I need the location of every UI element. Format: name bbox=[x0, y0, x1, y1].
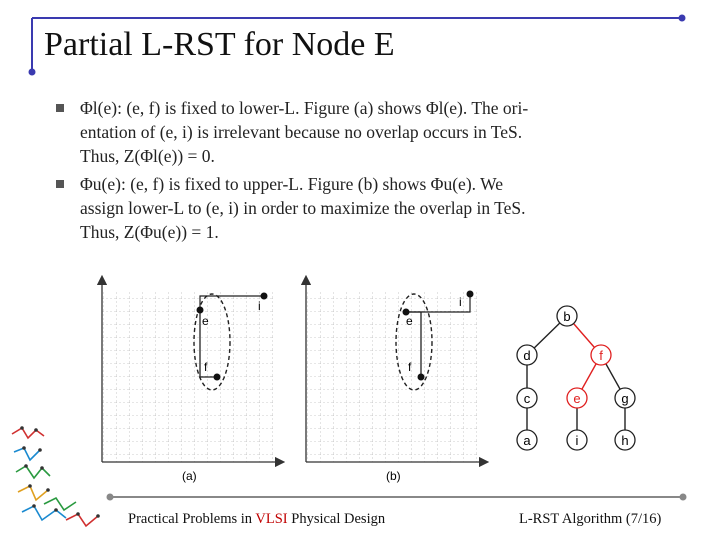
tree-node-g: g bbox=[621, 391, 629, 406]
bullet-1-line-1: Φl(e): (e, f) is fixed to lower-L. Figure (a) shows Φl(e). The ori- bbox=[80, 98, 529, 118]
bullet-2-line-3: Thus, Z(Φu(e)) = 1. bbox=[80, 222, 219, 242]
label-f: f bbox=[204, 360, 208, 374]
tree-node-b: b bbox=[563, 309, 571, 324]
label-e: e bbox=[406, 314, 413, 328]
caption-b: (b) bbox=[386, 469, 401, 483]
label-f: f bbox=[408, 360, 412, 374]
tree-node-e: e bbox=[573, 391, 581, 406]
tree-node-h: h bbox=[621, 433, 629, 448]
corner-logo-icon bbox=[4, 420, 104, 535]
bullet-icon bbox=[56, 104, 64, 112]
tree-figure bbox=[505, 300, 655, 455]
footer-page-number: L-RST Algorithm (7/16) bbox=[519, 511, 662, 527]
label-i: i bbox=[258, 299, 261, 313]
bullet-2-line-2: assign lower-L to (e, i) in order to maximize the overlap in TeS. bbox=[80, 198, 526, 218]
footer-left-suffix: Physical Design bbox=[287, 511, 386, 527]
slide-title: Partial L-RST for Node E bbox=[44, 26, 395, 63]
tree-node-c: c bbox=[523, 391, 531, 406]
footer-course-title bbox=[128, 511, 385, 528]
label-i: i bbox=[459, 295, 462, 309]
bullet-text-2 bbox=[80, 172, 640, 244]
bullet-1-line-3: Thus, Z(Φl(e)) = 0. bbox=[80, 146, 215, 166]
bullet-icon bbox=[56, 180, 64, 188]
label-e: e bbox=[202, 314, 209, 328]
bullet-text-1 bbox=[80, 96, 640, 168]
bullet-1-line-2: entation of (e, i) is irrelevant because no overlap occurs in TeS. bbox=[80, 122, 523, 142]
figure-b bbox=[294, 272, 494, 487]
footer-left-prefix: Practical Problems in bbox=[128, 511, 256, 527]
caption-a: (a) bbox=[182, 469, 197, 483]
tree-node-d: d bbox=[523, 348, 531, 363]
tree-node-a: a bbox=[523, 433, 531, 448]
tree-node-i: i bbox=[575, 433, 579, 448]
tree-node-f: f bbox=[599, 348, 603, 363]
figure-a bbox=[90, 272, 290, 487]
bullet-2-line-1: Φu(e): (e, f) is fixed to upper-L. Figure (b) shows Φu(e). We bbox=[80, 174, 503, 194]
footer-left-highlight: VLSI bbox=[255, 511, 288, 527]
